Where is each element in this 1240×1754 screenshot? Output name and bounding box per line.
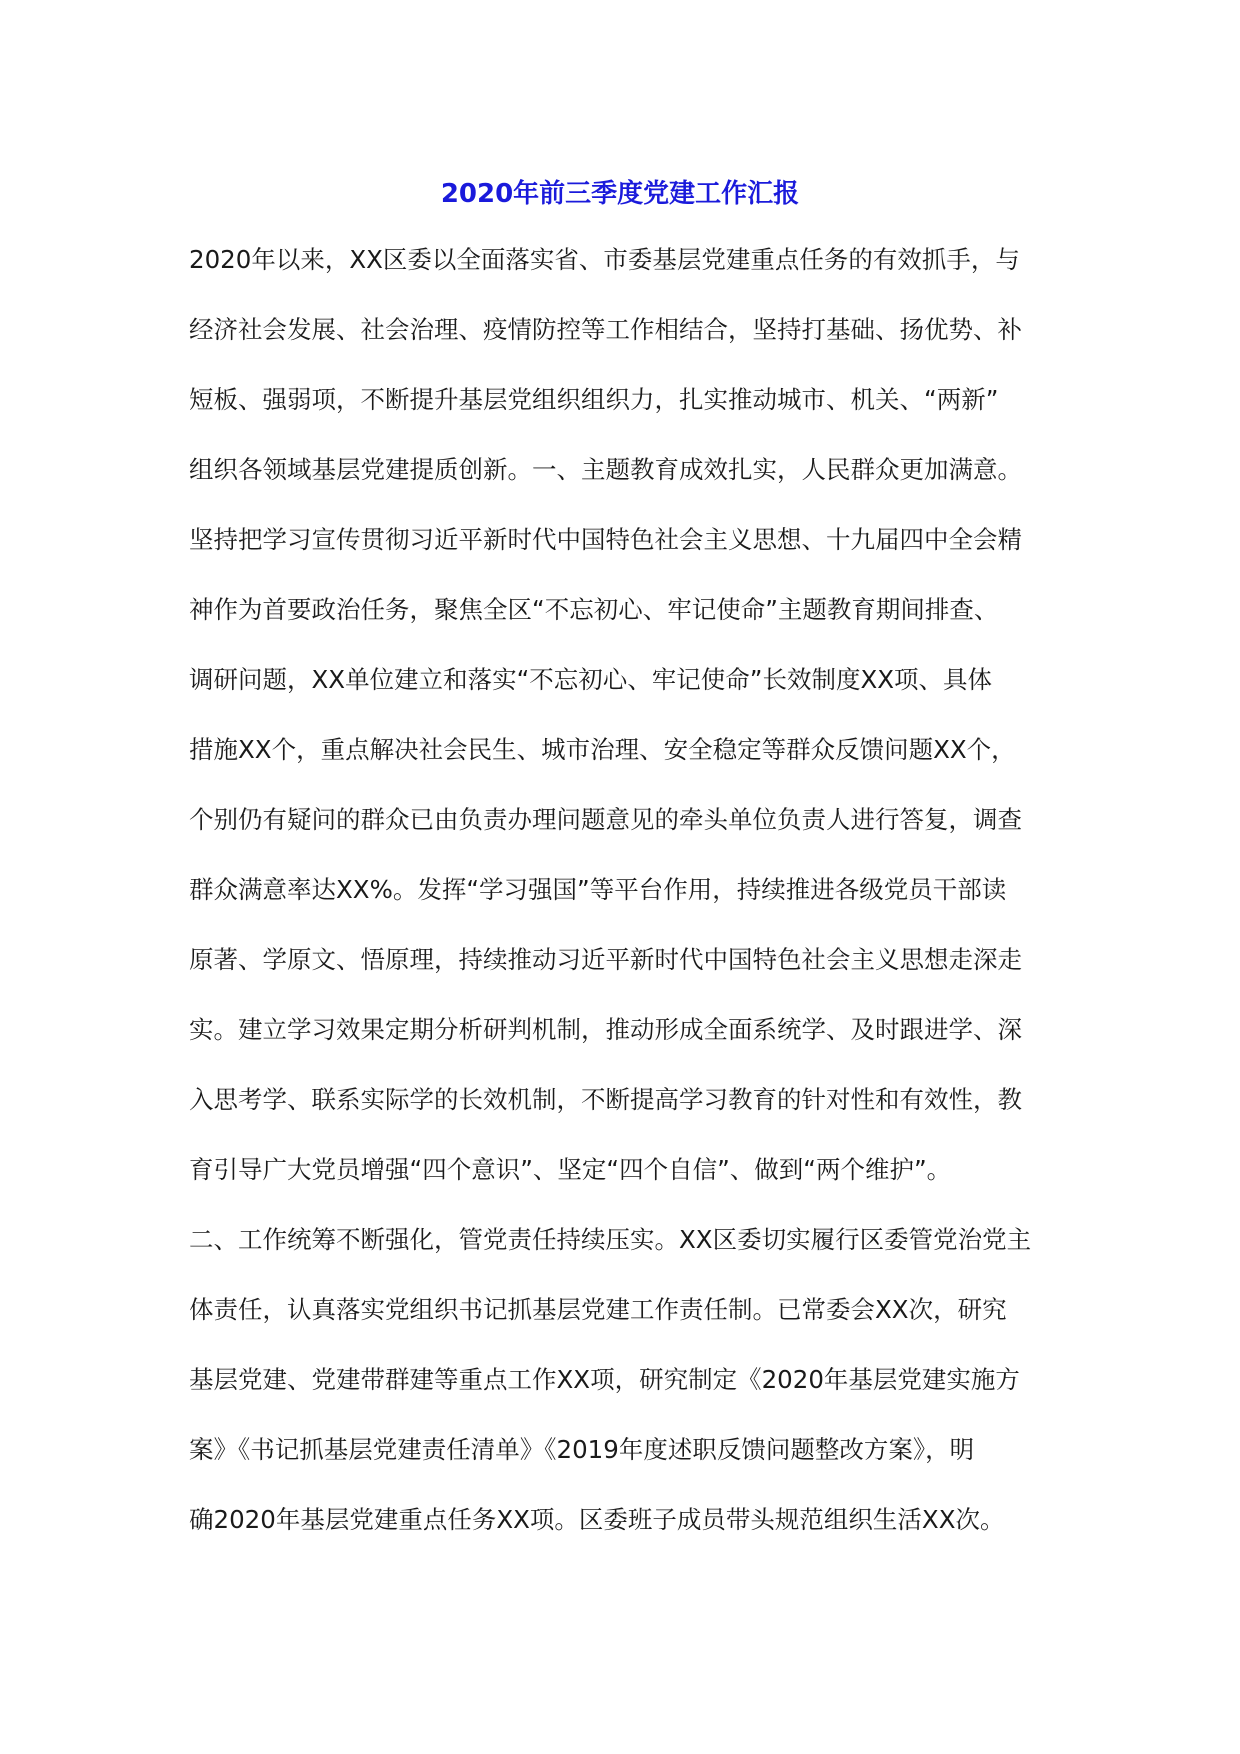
body-line: 确2020年基层党建重点任务XX项。区委班子成员带头规范组织生活XX次。 [189, 1505, 1005, 1534]
body-line: 2020年以来，XX区委以全面落实省、市委基层党建重点任务的有效抓手，与 [189, 245, 1020, 274]
body-line: 基层党建、党建带群建等重点工作XX项，研究制定《2020年基层党建实施方 [189, 1365, 1020, 1394]
body-line: 原著、学原文、悟原理，持续推动习近平新时代中国特色社会主义思想走深走 [189, 945, 1022, 974]
body-line: 群众满意率达XX%。发挥“学习强国”等平台作用，持续推进各级党员干部读 [189, 875, 1007, 904]
document-title: 2020年前三季度党建工作汇报 [440, 179, 800, 209]
body-line: 体责任，认真落实党组织书记抓基层党建工作责任制。已常委会XX次，研究 [189, 1295, 1007, 1324]
body-line: 短板、强弱项，不断提升基层党组织组织力，扎实推动城市、机关、“两新” [189, 385, 999, 414]
body-line: 个别仍有疑问的群众已由负责办理问题意见的牵头单位负责人进行答复，调查 [189, 805, 1022, 834]
body-line: 措施XX个，重点解决社会民生、城市治理、安全稳定等群众反馈问题XX个， [189, 735, 1016, 764]
body-line: 案》《书记抓基层党建责任清单》《2019年度述职反馈问题整改方案》，明 [189, 1435, 975, 1464]
body-line: 实。建立学习效果定期分析研判机制，推动形成全面系统学、及时跟进学、深 [189, 1015, 1022, 1044]
document-body [189, 240, 1069, 1570]
body-line: 二、工作统筹不断强化，管党责任持续压实。XX区委切实履行区委管党治党主 [189, 1225, 1032, 1254]
body-line: 入思考学、联系实际学的长效机制，不断提高学习教育的针对性和有效性，教 [189, 1085, 1022, 1114]
body-line: 育引导广大党员增强“四个意识”、坚定“四个自信”、做到“两个维护”。 [189, 1155, 952, 1184]
body-line: 经济社会发展、社会治理、疫情防控等工作相结合，坚持打基础、扬优势、补 [189, 315, 1022, 344]
body-line: 神作为首要政治任务，聚焦全区“不忘初心、牢记使命”主题教育期间排查、 [189, 595, 999, 624]
body-line: 坚持把学习宣传贯彻习近平新时代中国特色社会主义思想、十九届四中全会精 [189, 525, 1022, 554]
body-line: 调研问题，XX单位建立和落实“不忘初心、牢记使命”长效制度XX项、具体 [189, 665, 993, 694]
body-line: 组织各领域基层党建提质创新。一、主题教育成效扎实，人民群众更加满意。 [189, 455, 1022, 484]
